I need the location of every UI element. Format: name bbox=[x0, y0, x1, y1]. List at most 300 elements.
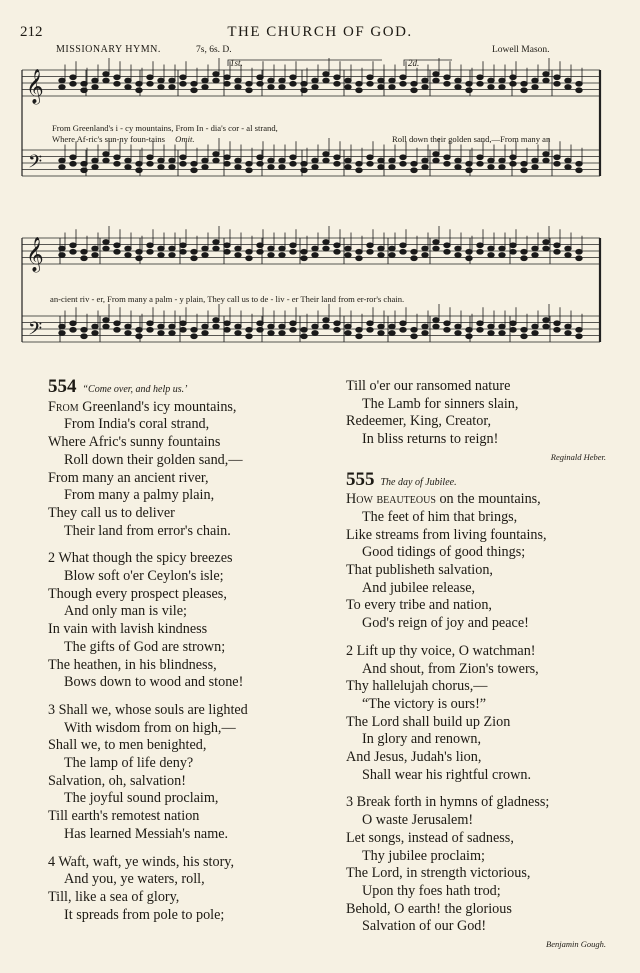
notehead bbox=[345, 253, 351, 258]
notehead bbox=[312, 78, 318, 83]
notehead bbox=[70, 249, 76, 254]
hymn554-v2-line-4: In vain with lavish kindness bbox=[48, 621, 208, 638]
notehead bbox=[565, 78, 571, 83]
notehead bbox=[125, 253, 131, 258]
lyric-system1-line2 bbox=[52, 134, 195, 144]
notehead bbox=[125, 246, 131, 251]
notehead bbox=[114, 161, 120, 166]
notehead bbox=[444, 243, 450, 248]
notehead bbox=[444, 327, 450, 332]
hymn555-v2-line-2: Thy hallelujah chorus,— bbox=[346, 678, 488, 695]
notehead bbox=[400, 243, 406, 248]
notehead bbox=[279, 85, 285, 90]
notehead bbox=[543, 158, 549, 163]
notehead bbox=[323, 318, 329, 323]
notehead bbox=[180, 161, 186, 166]
notehead bbox=[279, 331, 285, 336]
notehead bbox=[389, 324, 395, 329]
notehead bbox=[356, 161, 362, 166]
notehead bbox=[125, 331, 131, 336]
hymn555-v3-line-3: Thy jubilee proclaim; bbox=[362, 847, 485, 864]
notehead bbox=[180, 249, 186, 254]
notehead bbox=[532, 253, 538, 258]
notehead bbox=[246, 161, 252, 166]
notehead bbox=[378, 253, 384, 258]
notehead bbox=[312, 165, 318, 170]
notehead bbox=[323, 72, 329, 77]
notehead bbox=[290, 81, 296, 86]
notehead bbox=[103, 72, 109, 77]
notehead bbox=[191, 168, 197, 173]
notehead bbox=[169, 85, 175, 90]
notehead bbox=[191, 88, 197, 93]
notehead bbox=[136, 168, 142, 173]
notehead bbox=[345, 165, 351, 170]
notehead bbox=[477, 249, 483, 254]
hymn555-line-3: Good tidings of good things; bbox=[362, 544, 526, 561]
notehead bbox=[235, 253, 241, 258]
notehead bbox=[499, 324, 505, 329]
notehead bbox=[268, 158, 274, 163]
notehead bbox=[422, 78, 428, 83]
notehead bbox=[81, 81, 87, 86]
notehead bbox=[488, 158, 494, 163]
hymn555-v3-line-1: O waste Jerusalem! bbox=[362, 812, 474, 829]
notehead bbox=[554, 249, 560, 254]
notehead bbox=[422, 165, 428, 170]
notehead bbox=[224, 327, 230, 332]
notehead bbox=[466, 88, 472, 93]
notehead bbox=[158, 246, 164, 251]
hymn555-line-2: Like streams from living fountains, bbox=[346, 526, 547, 543]
notehead bbox=[147, 321, 153, 326]
notehead bbox=[268, 253, 274, 258]
notehead bbox=[301, 161, 307, 166]
notehead bbox=[422, 324, 428, 329]
notehead bbox=[532, 246, 538, 251]
tune-composer: Lowell Mason. bbox=[492, 45, 550, 55]
lyric-system1-continuation: Roll down their golden sand,—From many an bbox=[392, 134, 551, 144]
notehead bbox=[455, 324, 461, 329]
hymn554-number: 554 bbox=[48, 376, 77, 397]
lyric-omit-mark: Omit. bbox=[175, 134, 195, 144]
hymn554-v4-line-6: Redeemer, King, Creator, bbox=[346, 413, 492, 430]
hymn554-v2-line-5: The gifts of God are strown; bbox=[64, 638, 226, 655]
notehead bbox=[202, 158, 208, 163]
notehead bbox=[125, 158, 131, 163]
notehead bbox=[411, 161, 417, 166]
notehead bbox=[543, 78, 549, 83]
notehead bbox=[565, 158, 571, 163]
notehead bbox=[301, 168, 307, 173]
notehead bbox=[312, 331, 318, 336]
notehead bbox=[521, 81, 527, 86]
notehead bbox=[235, 331, 241, 336]
notehead bbox=[389, 78, 395, 83]
notehead bbox=[345, 331, 351, 336]
volta-bracket bbox=[228, 60, 382, 66]
notehead bbox=[455, 246, 461, 251]
hymn555-v2-line-5: In glory and renown, bbox=[362, 731, 481, 748]
notehead bbox=[290, 243, 296, 248]
notehead bbox=[576, 256, 582, 261]
notehead bbox=[312, 85, 318, 90]
lyric-system1-line1: From Greenland's i - cy mountains, From In - dia's cor - al strand, bbox=[52, 123, 278, 133]
hymn555-v3-line-7: Salvation of our God! bbox=[362, 918, 487, 935]
notehead bbox=[224, 321, 230, 326]
notehead bbox=[499, 165, 505, 170]
notehead bbox=[499, 158, 505, 163]
notehead bbox=[378, 246, 384, 251]
notehead bbox=[312, 158, 318, 163]
notehead bbox=[147, 243, 153, 248]
notehead bbox=[411, 256, 417, 261]
notehead bbox=[224, 81, 230, 86]
notehead bbox=[246, 327, 252, 332]
notehead bbox=[444, 161, 450, 166]
notehead bbox=[543, 318, 549, 323]
notehead bbox=[345, 78, 351, 83]
notehead bbox=[103, 324, 109, 329]
hymn555-line-7: God's reign of joy and peace! bbox=[362, 615, 529, 632]
volta-first-ending: 1st. bbox=[230, 58, 243, 68]
notehead bbox=[213, 318, 219, 323]
notehead bbox=[158, 253, 164, 258]
notehead bbox=[433, 318, 439, 323]
hymn554-v2-line-0: 2 What though the spicy breezes bbox=[48, 550, 233, 567]
notehead bbox=[323, 78, 329, 83]
hymn554-v2-line-3: And only man is vile; bbox=[64, 603, 187, 620]
notehead bbox=[114, 327, 120, 332]
notehead bbox=[488, 253, 494, 258]
notehead bbox=[510, 155, 516, 160]
notehead bbox=[400, 161, 406, 166]
notehead bbox=[224, 249, 230, 254]
notehead bbox=[466, 327, 472, 332]
notehead bbox=[323, 158, 329, 163]
notehead bbox=[477, 327, 483, 332]
notehead bbox=[257, 75, 263, 80]
notehead bbox=[356, 256, 362, 261]
notehead bbox=[169, 331, 175, 336]
notehead bbox=[290, 161, 296, 166]
notehead bbox=[70, 243, 76, 248]
notehead bbox=[532, 324, 538, 329]
notehead bbox=[532, 78, 538, 83]
notehead bbox=[488, 85, 494, 90]
notehead bbox=[191, 249, 197, 254]
notehead bbox=[488, 324, 494, 329]
notehead bbox=[378, 331, 384, 336]
notehead bbox=[301, 256, 307, 261]
notehead bbox=[180, 155, 186, 160]
left-column bbox=[48, 378, 248, 924]
hymn555-v3-line-5: Upon thy foes hath trod; bbox=[362, 882, 501, 899]
notehead bbox=[202, 246, 208, 251]
notehead bbox=[169, 158, 175, 163]
notehead bbox=[70, 75, 76, 80]
hymn554-first-word: From bbox=[48, 398, 79, 415]
notehead bbox=[400, 249, 406, 254]
notehead bbox=[334, 249, 340, 254]
hymn554-v2-line-6: The heathen, in his blindness, bbox=[48, 656, 217, 673]
hymn555-line-5: And jubilee release, bbox=[362, 579, 476, 596]
notehead bbox=[378, 324, 384, 329]
notehead bbox=[224, 75, 230, 80]
hymn554-line-7: Their land from error's chain. bbox=[64, 522, 231, 539]
notehead bbox=[147, 155, 153, 160]
notehead bbox=[411, 168, 417, 173]
notehead bbox=[411, 327, 417, 332]
notehead bbox=[70, 327, 76, 332]
notehead bbox=[543, 324, 549, 329]
notehead bbox=[136, 327, 142, 332]
notehead bbox=[455, 253, 461, 258]
notehead bbox=[565, 85, 571, 90]
notehead bbox=[125, 324, 131, 329]
notehead bbox=[433, 240, 439, 245]
music-score bbox=[0, 0, 640, 365]
notehead bbox=[290, 327, 296, 332]
notehead bbox=[224, 243, 230, 248]
notehead bbox=[213, 78, 219, 83]
notehead bbox=[59, 246, 65, 251]
notehead bbox=[81, 334, 87, 339]
notehead bbox=[576, 327, 582, 332]
notehead bbox=[510, 249, 516, 254]
notehead bbox=[169, 246, 175, 251]
notehead bbox=[312, 253, 318, 258]
notehead bbox=[246, 88, 252, 93]
notehead bbox=[543, 240, 549, 245]
notehead bbox=[367, 81, 373, 86]
notehead bbox=[334, 155, 340, 160]
notehead bbox=[499, 253, 505, 258]
notehead bbox=[488, 331, 494, 336]
notehead bbox=[136, 81, 142, 86]
hymn554-line-1: From India's coral strand, bbox=[64, 416, 210, 433]
notehead bbox=[158, 85, 164, 90]
notehead bbox=[279, 165, 285, 170]
notehead bbox=[576, 334, 582, 339]
notehead bbox=[433, 158, 439, 163]
notehead bbox=[576, 168, 582, 173]
hymn554-v2-line-1: Blow soft o'er Ceylon's isle; bbox=[64, 568, 224, 585]
notehead bbox=[510, 321, 516, 326]
hymn554-line-4: From many an ancient river, bbox=[48, 469, 209, 486]
notehead bbox=[103, 246, 109, 251]
notehead bbox=[477, 243, 483, 248]
notehead bbox=[345, 324, 351, 329]
notehead bbox=[488, 78, 494, 83]
notehead bbox=[180, 81, 186, 86]
notehead bbox=[81, 327, 87, 332]
notehead bbox=[444, 75, 450, 80]
hymn555-v2-line-4: The Lord shall build up Zion bbox=[346, 713, 511, 730]
notehead bbox=[213, 158, 219, 163]
hymn555-number: 555 bbox=[346, 468, 375, 490]
notehead bbox=[136, 334, 142, 339]
notehead bbox=[257, 81, 263, 86]
notehead bbox=[114, 249, 120, 254]
notehead bbox=[455, 158, 461, 163]
notehead bbox=[279, 253, 285, 258]
notehead bbox=[466, 161, 472, 166]
notehead bbox=[246, 249, 252, 254]
notehead bbox=[444, 321, 450, 326]
notehead bbox=[345, 158, 351, 163]
hymn555-v3-line-4: The Lord, in strength victorious, bbox=[346, 865, 531, 882]
notehead bbox=[235, 158, 241, 163]
notehead bbox=[466, 256, 472, 261]
notehead bbox=[576, 81, 582, 86]
notehead bbox=[103, 78, 109, 83]
notehead bbox=[510, 81, 516, 86]
page-number: 212 bbox=[20, 24, 43, 40]
treble-clef: 𝄞 bbox=[26, 237, 44, 272]
notehead bbox=[213, 72, 219, 77]
hymn554-line-3: Roll down their golden sand,— bbox=[64, 451, 243, 468]
notehead bbox=[103, 240, 109, 245]
notehead bbox=[202, 78, 208, 83]
notehead bbox=[158, 165, 164, 170]
hymn554-subtitle: “Come over, and help us.’ bbox=[82, 384, 188, 395]
notehead bbox=[279, 78, 285, 83]
notehead bbox=[268, 78, 274, 83]
hymn555-v2-line-7: Shall wear his rightful crown. bbox=[362, 766, 532, 783]
hymn555-author: Benjamin Gough. bbox=[546, 939, 606, 950]
notehead bbox=[213, 240, 219, 245]
notehead bbox=[224, 155, 230, 160]
notehead bbox=[257, 243, 263, 248]
notehead bbox=[422, 85, 428, 90]
notehead bbox=[532, 331, 538, 336]
notehead bbox=[59, 253, 65, 258]
notehead bbox=[59, 85, 65, 90]
notehead bbox=[565, 331, 571, 336]
notehead bbox=[422, 158, 428, 163]
notehead bbox=[466, 81, 472, 86]
notehead bbox=[499, 246, 505, 251]
hymn554-v3-line-1: With wisdom from on high,— bbox=[64, 719, 236, 736]
notehead bbox=[356, 327, 362, 332]
notehead bbox=[147, 161, 153, 166]
hymn555-v3-line-6: Behold, O earth! the glorious bbox=[346, 900, 512, 917]
notehead bbox=[169, 78, 175, 83]
notehead bbox=[378, 158, 384, 163]
volta-second-ending: 2d. bbox=[408, 58, 420, 68]
notehead bbox=[191, 327, 197, 332]
notehead bbox=[202, 331, 208, 336]
notehead bbox=[521, 161, 527, 166]
notehead bbox=[378, 165, 384, 170]
notehead bbox=[477, 75, 483, 80]
notehead bbox=[92, 158, 98, 163]
notehead bbox=[213, 152, 219, 157]
notehead bbox=[378, 85, 384, 90]
notehead bbox=[433, 72, 439, 77]
notehead bbox=[444, 155, 450, 160]
notehead bbox=[169, 253, 175, 258]
notehead bbox=[389, 85, 395, 90]
notehead bbox=[136, 161, 142, 166]
notehead bbox=[59, 331, 65, 336]
notehead bbox=[279, 246, 285, 251]
notehead bbox=[554, 81, 560, 86]
notehead bbox=[92, 253, 98, 258]
notehead bbox=[389, 158, 395, 163]
notehead bbox=[257, 161, 263, 166]
notehead bbox=[356, 81, 362, 86]
notehead bbox=[576, 161, 582, 166]
notehead bbox=[202, 253, 208, 258]
notehead bbox=[301, 249, 307, 254]
hymn554-v4-line-4: Till o'er our ransomed nature bbox=[346, 378, 511, 394]
hymn554-v3-line-6: Till earth's remotest nation bbox=[48, 808, 200, 825]
bass-clef: 𝄢 bbox=[28, 152, 43, 177]
notehead bbox=[81, 256, 87, 261]
hymn554-v3-line-0: 3 Shall we, whose souls are lighted bbox=[48, 701, 248, 718]
hymn554-v4-line-0: 4 Waft, waft, ye winds, his story, bbox=[48, 853, 235, 870]
notehead bbox=[433, 246, 439, 251]
hymn555-v3-line-0: 3 Break forth in hymns of gladness; bbox=[346, 794, 550, 811]
notehead bbox=[356, 334, 362, 339]
notehead bbox=[334, 321, 340, 326]
notehead bbox=[125, 85, 131, 90]
notehead bbox=[367, 161, 373, 166]
hymn554-v2-line-7: Bows down to wood and stone! bbox=[64, 674, 244, 691]
running-title: THE CHURCH OF GOD. bbox=[227, 24, 413, 40]
notehead bbox=[345, 85, 351, 90]
notehead bbox=[169, 324, 175, 329]
notehead bbox=[279, 324, 285, 329]
notehead bbox=[334, 161, 340, 166]
notehead bbox=[70, 155, 76, 160]
notehead bbox=[565, 165, 571, 170]
notehead bbox=[213, 324, 219, 329]
notehead bbox=[576, 249, 582, 254]
notehead bbox=[411, 88, 417, 93]
notehead bbox=[81, 249, 87, 254]
notehead bbox=[499, 85, 505, 90]
notehead bbox=[235, 78, 241, 83]
tune-meter: 7s, 6s. D. bbox=[196, 45, 232, 55]
notehead bbox=[290, 249, 296, 254]
hymn555-heading bbox=[346, 468, 606, 492]
notehead bbox=[70, 161, 76, 166]
lyric-system2: an-cient riv - er, From many a palm - y plain, They call us to de - liv - er Their land from er-ror's chain. bbox=[50, 294, 405, 304]
notehead bbox=[147, 327, 153, 332]
hymn554-v3-line-3: The lamp of life deny? bbox=[64, 755, 194, 772]
notehead bbox=[180, 243, 186, 248]
notehead bbox=[224, 161, 230, 166]
hymn555-line-0: How beauteous on the mountains, bbox=[346, 491, 541, 508]
notehead bbox=[103, 318, 109, 323]
notehead bbox=[400, 155, 406, 160]
notehead bbox=[235, 324, 241, 329]
hymn554-v4-line-2: Till, like a sea of glory, bbox=[48, 888, 180, 905]
notehead bbox=[59, 158, 65, 163]
hymn554-v4-line-1: And you, ye waters, roll, bbox=[64, 871, 205, 888]
notehead bbox=[312, 246, 318, 251]
hymn554-v4-line-3: It spreads from pole to pole; bbox=[64, 906, 225, 923]
notehead bbox=[268, 331, 274, 336]
notehead bbox=[180, 75, 186, 80]
notehead bbox=[147, 75, 153, 80]
notehead bbox=[59, 78, 65, 83]
notehead bbox=[477, 321, 483, 326]
notehead bbox=[70, 321, 76, 326]
